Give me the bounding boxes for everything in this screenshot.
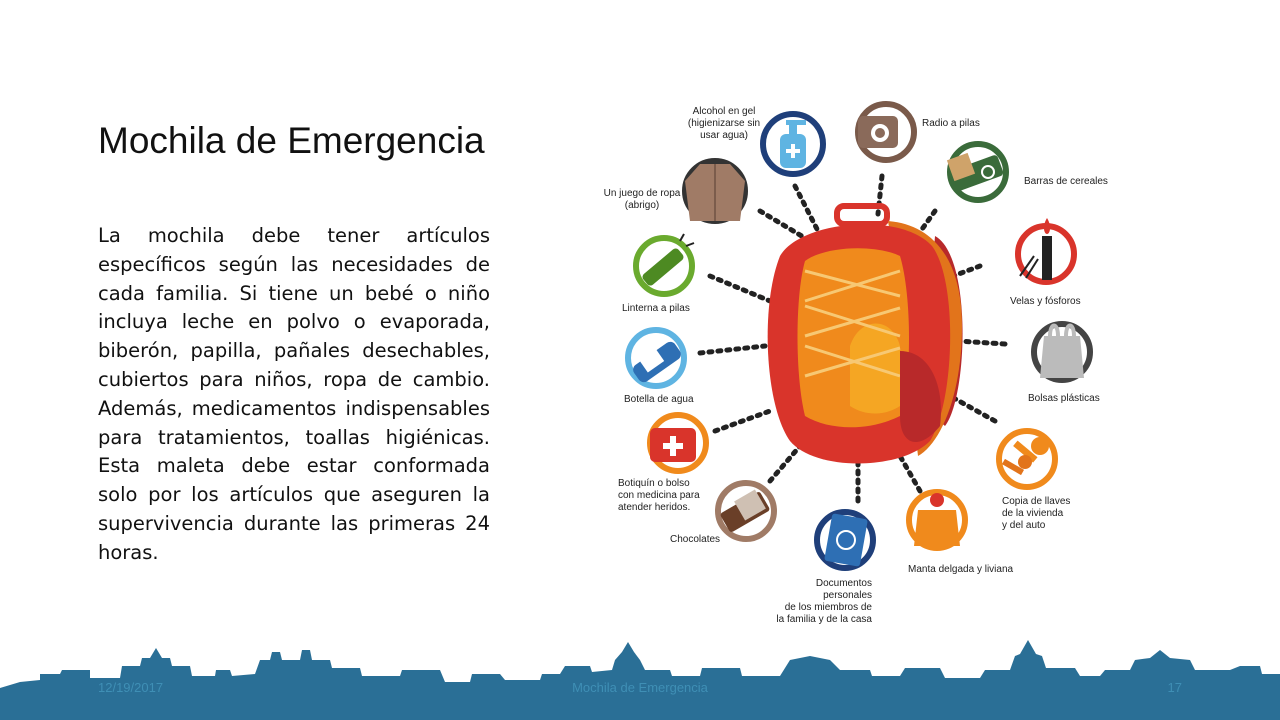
keys-icon <box>999 431 1055 487</box>
first-aid-kit-icon <box>650 415 706 471</box>
chocolate-icon <box>718 483 774 539</box>
flashlight-icon <box>636 234 694 294</box>
candle-icon <box>1018 218 1074 282</box>
label-first-aid-kit: Botiquín o bolso con medicina para atender heridos. <box>618 478 700 513</box>
footer-title: Mochila de Emergencia <box>572 680 708 695</box>
emergency-backpack-infographic <box>600 96 1120 625</box>
label-plastic-bag: Bolsas plásticas <box>1028 393 1100 404</box>
label-jacket: Un juego de ropa (abrigo) <box>603 188 681 211</box>
plastic-bag-icon <box>1034 324 1090 380</box>
label-candle: Velas y fósforos <box>1010 296 1081 307</box>
label-cereal-bar: Barras de cereales <box>1024 176 1108 187</box>
label-radio: Radio a pilas <box>922 118 980 129</box>
label-keys: Copia de llaves de la vivienda y del auto <box>1002 496 1071 531</box>
footer-page-number: 17 <box>1167 680 1182 695</box>
footer-date: 12/19/2017 <box>98 680 164 695</box>
water-bottle-icon <box>628 330 684 386</box>
label-hand-sanitizer: Alcohol en gel (higienizarse sin usar agua) <box>687 106 761 141</box>
label-blanket: Manta delgada y liviana <box>908 564 1014 575</box>
city-skyline-footer <box>0 630 1280 720</box>
slide-body-text: La mochila debe tener artículos específicos según las necesidades de cada familia. Si tiene un bebé o niño incluya leche en polvo o evaporada, biberón, papilla, pañales desechables, cubiertos para niños, ropa de cambio. Además, medicamentos indispensables para tratamientos, toallas higiénicas. Esta maleta debe estar conformada solo por los artículos que aseguren la supervivencia durante las primeras 24 horas. <box>98 224 490 564</box>
documents-icon <box>817 512 873 568</box>
slide-title: Mochila de Emergencia <box>98 120 485 161</box>
hand-sanitizer-icon <box>763 114 823 174</box>
jacket-icon <box>685 161 745 221</box>
label-chocolate: Chocolates <box>670 534 721 545</box>
label-documents: Documentos personales de los miembros de la familia y de la casa <box>776 578 872 625</box>
backpack-icon <box>768 206 963 464</box>
label-flashlight: Linterna a pilas <box>622 303 690 314</box>
cereal-bar-icon <box>947 144 1006 200</box>
label-water-bottle: Botella de agua <box>624 394 694 405</box>
radio-icon <box>858 104 914 160</box>
skyline-silhouette <box>0 630 1280 720</box>
blanket-icon <box>909 492 965 548</box>
